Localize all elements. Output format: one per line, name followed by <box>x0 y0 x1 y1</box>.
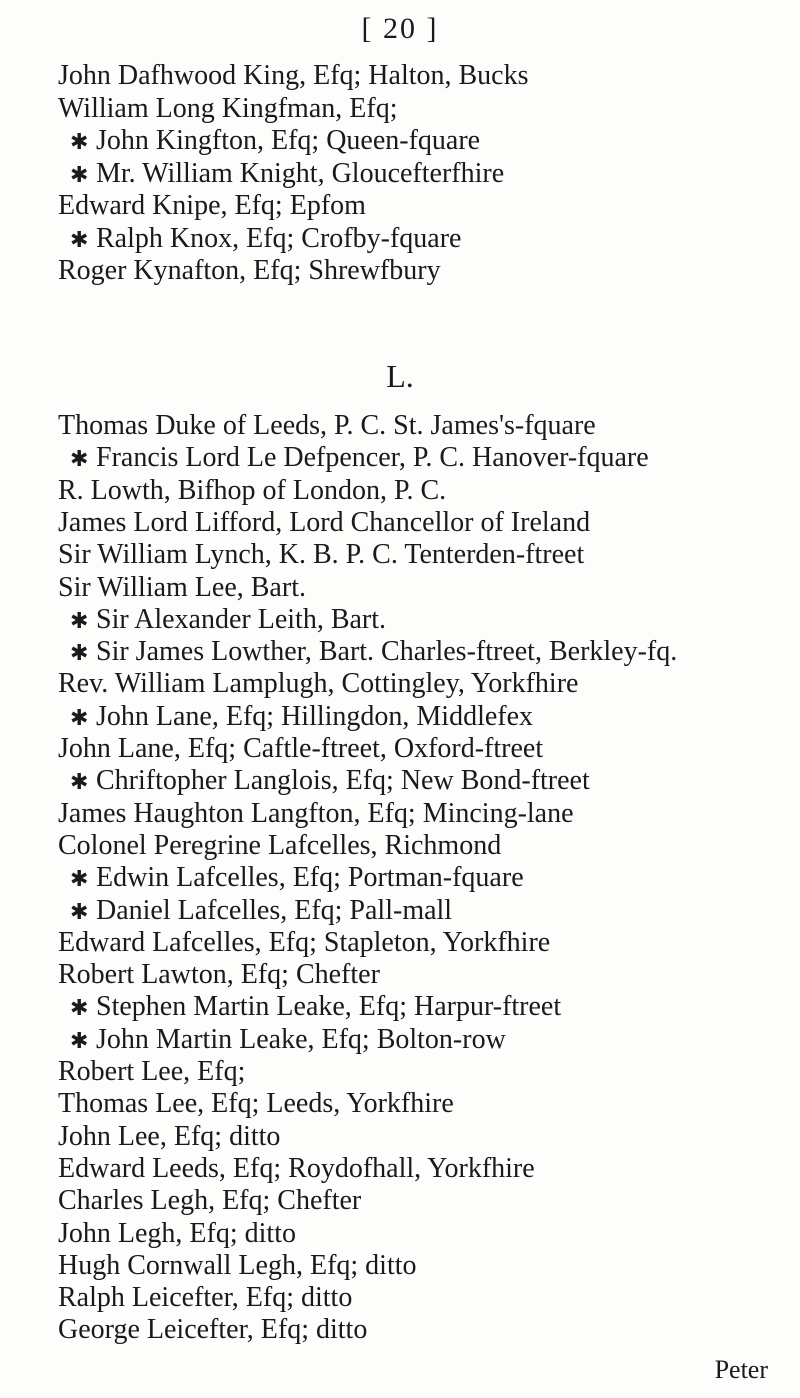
subscriber-entry-text: John Dafhwood King, Efq; Halton, Bucks <box>58 60 529 91</box>
subscriber-entry-text: John Kingfton, Efq; Queen-fquare <box>96 125 481 156</box>
subscriber-entry-text: Roger Kynafton, Efq; Shrewfbury <box>58 255 441 286</box>
subscriber-entry-text: John Lee, Efq; ditto <box>58 1120 281 1152</box>
subscriber-entry-text: Mr. William Knight, Gloucefterfhire <box>96 157 505 189</box>
subscriber-entry <box>58 255 441 287</box>
subscriber-entry <box>70 765 590 798</box>
asterisk-marker-icon: ✱ <box>70 1027 89 1053</box>
subscriber-entry <box>58 798 574 830</box>
subscriber-entry <box>58 1056 245 1088</box>
subscriber-entry-text: Colonel Peregrine Lafcelles, Richmond <box>58 829 502 861</box>
subscriber-entry-text: R. Lowth, Bifhop of London, P. C. <box>58 474 447 506</box>
subscriber-entry <box>58 927 550 959</box>
subscriber-entry-text: James Lord Lifford, Lord Chancellor of Ireland <box>58 506 591 538</box>
subscriber-entry-text: Rev. William Lamplugh, Cottingley, Yorkfhire <box>58 668 579 700</box>
section-heading-l: L. <box>386 358 414 394</box>
subscriber-entry <box>58 1218 296 1250</box>
subscriber-entry <box>70 1024 506 1057</box>
subscriber-entry-text: Sir Alexander Leith, Bart. <box>96 603 387 635</box>
asterisk-marker-icon: ✱ <box>70 129 89 154</box>
subscriber-entry <box>58 410 596 442</box>
subscriber-entry <box>70 701 533 734</box>
asterisk-marker-icon: ✱ <box>70 995 89 1021</box>
page-number: [ 20 ] <box>361 12 439 45</box>
subscriber-entry-text: William Long Kingfman, Efq; <box>58 92 398 124</box>
subscriber-entry-text: John Legh, Efq; ditto <box>58 1217 296 1249</box>
subscriber-entry-text: Sir William Lynch, K. B. P. C. Tenterden-ftreet <box>58 539 585 571</box>
subscriber-entry <box>58 959 380 991</box>
subscriber-entry <box>58 1282 352 1314</box>
subscriber-entry-text: John Martin Leake, Efq; Bolton-row <box>96 1023 506 1055</box>
subscriber-entry <box>70 862 524 895</box>
subscriber-entry-text: Ralph Leicefter, Efq; ditto <box>58 1282 353 1314</box>
subscriber-entry-text: Chriftopher Langlois, Efq; New Bond-ftreet <box>96 765 590 797</box>
subscriber-entry-text: Francis Lord Le Defpencer, P. C. Hanover-fquare <box>96 442 649 474</box>
subscriber-entry-text: Edwin Lafcelles, Efq; Portman-fquare <box>96 862 524 894</box>
subscriber-entry <box>70 991 561 1024</box>
asterisk-marker-icon: ✱ <box>70 446 89 472</box>
subscriber-entry-text: George Leicefter, Efq; ditto <box>58 1314 368 1346</box>
subscriber-entry <box>58 475 446 507</box>
subscriber-entry-text: Sir James Lowther, Bart. Charles-ftreet, Berkley-fq. <box>96 636 678 668</box>
subscriber-entry-text: Ralph Knox, Efq; Crofby-fquare <box>96 222 462 254</box>
subscriber-entry-text: Edward Leeds, Efq; Roydofhall, Yorkfhire <box>58 1152 535 1184</box>
subscriber-entry-text: James Haughton Langfton, Efq; Mincing-lane <box>58 797 574 829</box>
subscriber-entry <box>58 1185 361 1217</box>
subscriber-entry-text: Hugh Cornwall Legh, Efq; ditto <box>58 1249 417 1281</box>
subscriber-entry <box>70 125 480 158</box>
asterisk-marker-icon: ✱ <box>70 769 89 795</box>
subscriber-entry <box>58 93 397 125</box>
subscriber-entry-text: Stephen Martin Leake, Efq; Harpur-ftreet <box>96 991 562 1023</box>
subscriber-entry <box>58 733 543 765</box>
subscriber-entry <box>58 1088 454 1120</box>
asterisk-marker-icon: ✱ <box>70 898 89 924</box>
asterisk-marker-icon: ✱ <box>70 640 89 666</box>
subscriber-entry <box>58 539 584 571</box>
subscriber-entry-text: Edward Knipe, Efq; Epfom <box>58 190 366 221</box>
subscriber-entry <box>58 1121 280 1153</box>
subscriber-entry <box>58 190 366 222</box>
asterisk-marker-icon: ✱ <box>70 161 89 187</box>
subscriber-entry-text: Edward Lafcelles, Efq; Stapleton, Yorkfhire <box>58 926 551 958</box>
subscriber-entry-text: Sir William Lee, Bart. <box>58 571 306 603</box>
subscriber-entry <box>58 572 306 604</box>
subscriber-entry <box>70 223 461 256</box>
subscriber-entry-text: Thomas Duke of Leeds, P. C. St. James's-fquare <box>58 410 596 441</box>
asterisk-marker-icon: ✱ <box>70 226 89 252</box>
subscriber-entry <box>70 158 504 191</box>
subscriber-entry <box>58 507 590 539</box>
subscriber-entry <box>58 1250 417 1282</box>
subscriber-entry-text: Thomas Lee, Efq; Leeds, Yorkfhire <box>58 1088 454 1120</box>
subscriber-entry-text: Robert Lawton, Efq; Chefter <box>58 959 380 991</box>
asterisk-marker-icon: ✱ <box>70 866 89 892</box>
subscriber-entry <box>58 60 529 92</box>
subscriber-entry <box>70 604 386 637</box>
subscriber-entry-text: Robert Lee, Efq; <box>58 1056 246 1087</box>
subscriber-entry <box>58 1153 535 1185</box>
catchword: Peter <box>714 1355 768 1384</box>
subscriber-entry-text: John Lane, Efq; Hillingdon, Middlefex <box>96 700 534 732</box>
asterisk-marker-icon: ✱ <box>70 607 89 633</box>
subscriber-entry <box>70 895 452 928</box>
subscriber-entry <box>70 636 677 669</box>
subscriber-entry-text: Daniel Lafcelles, Efq; Pall-mall <box>96 894 453 926</box>
subscriber-entry-text: Charles Legh, Efq; Chefter <box>58 1185 362 1217</box>
subscriber-entry <box>58 830 501 862</box>
subscriber-entry-text: John Lane, Efq; Caftle-ftreet, Oxford-ftreet <box>58 733 544 764</box>
subscriber-entry <box>70 442 649 475</box>
subscriber-entry <box>58 1314 367 1346</box>
subscriber-entry <box>58 668 578 700</box>
asterisk-marker-icon: ✱ <box>70 704 89 730</box>
